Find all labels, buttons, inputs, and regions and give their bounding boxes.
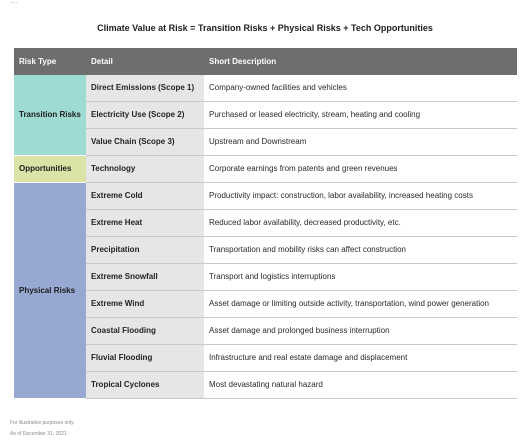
detail-cell: Extreme Heat	[86, 210, 204, 237]
risk-type-physical: Physical Risks	[14, 183, 86, 399]
description-cell: Purchased or leased electricity, stream, heating and cooling	[204, 102, 517, 129]
description-cell: Reduced labor availability, decreased productivity, etc.	[204, 210, 517, 237]
description-cell: Productivity impact: construction, labor availability, increased heating costs	[204, 183, 517, 210]
detail-cell: Extreme Wind	[86, 291, 204, 318]
description-cell: Asset damage and prolonged business interruption	[204, 318, 517, 345]
footnote-date: As of December 31, 2021	[10, 431, 67, 437]
description-cell: Company-owned facilities and vehicles	[204, 75, 517, 102]
detail-cell: Technology	[86, 156, 204, 183]
table-row	[14, 156, 517, 183]
table-row	[14, 183, 517, 210]
risk-type-opportunities: Opportunities	[14, 156, 86, 183]
risk-table	[14, 48, 517, 399]
description-cell: Infrastructure and real estate damage and displacement	[204, 345, 517, 372]
header-short-description: Short Description	[204, 48, 517, 75]
table-row	[14, 210, 517, 237]
risk-type-transition: Transition Risks	[14, 75, 86, 156]
table-row	[14, 102, 517, 129]
detail-cell: Coastal Flooding	[86, 318, 204, 345]
detail-cell: Extreme Snowfall	[86, 264, 204, 291]
footnote-illustrative: For illustrative purposes only.	[10, 420, 75, 426]
detail-cell: Extreme Cold	[86, 183, 204, 210]
table-title: Climate Value at Risk = Transition Risks + Physical Risks + Tech Opportunities	[97, 23, 433, 33]
description-cell: Transportation and mobility risks can affect construction	[204, 237, 517, 264]
table-row	[14, 372, 517, 399]
header-detail: Detail	[86, 48, 204, 75]
description-cell: Most devastating natural hazard	[204, 372, 517, 399]
detail-cell: Direct Emissions (Scope 1)	[86, 75, 204, 102]
detail-cell: Tropical Cyclones	[86, 372, 204, 399]
table-row	[14, 237, 517, 264]
table-row	[14, 318, 517, 345]
detail-cell: Value Chain (Scope 3)	[86, 129, 204, 156]
table-row	[14, 291, 517, 318]
description-cell: Upstream and Downstream	[204, 129, 517, 156]
description-cell: Corporate earnings from patents and green revenues	[204, 156, 517, 183]
table-row	[14, 75, 517, 102]
detail-cell: Electricity Use (Scope 2)	[86, 102, 204, 129]
table-row	[14, 264, 517, 291]
header-row	[14, 48, 517, 75]
table-row	[14, 129, 517, 156]
table-row	[14, 345, 517, 372]
detail-cell: Precipitation	[86, 237, 204, 264]
description-cell: Asset damage or limiting outside activity, transportation, wind power generation	[204, 291, 517, 318]
top-text-fragment: ...	[10, 0, 18, 5]
header-risk-type: Risk Type	[14, 48, 86, 75]
description-cell: Transport and logistics interruptions	[204, 264, 517, 291]
detail-cell: Fluvial Flooding	[86, 345, 204, 372]
